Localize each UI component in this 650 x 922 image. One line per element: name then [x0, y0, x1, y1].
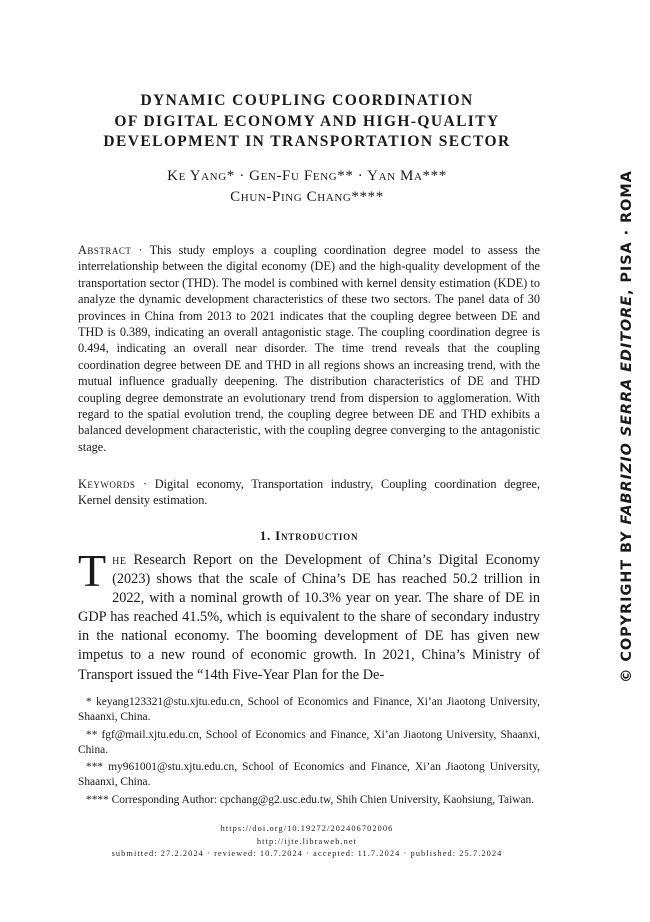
title-line-1: DYNAMIC COUPLING COORDINATION — [140, 92, 474, 109]
footnotes — [78, 695, 540, 810]
paper-title — [60, 91, 554, 153]
copyright-prefix: © COPYRIGHT BY — [619, 524, 635, 683]
title-line-3: DEVELOPMENT IN TRANSPORTATION SECTOR — [103, 133, 511, 150]
abstract — [78, 242, 540, 455]
page-footer — [60, 823, 554, 861]
copyright-publisher: FABRIZIO SERRA EDITORE — [619, 294, 635, 525]
publication-dates: submitted: 27.2.2024 · reviewed: 10.7.2024 · accepted: 11.7.2024 · published: 25.7.2024 — [111, 849, 503, 859]
title-line-2: OF DIGITAL ECONOMY AND HIGH-QUALITY — [114, 112, 500, 130]
keywords-label: Keywords — [78, 477, 136, 491]
doi-link[interactable]: https://doi.org/10.19272/202406702006 — [220, 824, 394, 833]
footnote-4: **** Corresponding Author: cpchang@g2.usc.edu.tw, Shih Chien University, Kaohsiung, Taiwan. — [86, 793, 535, 806]
keywords-text: Digital economy, Transportation industry, Coupling coordination degree, Kernel density estimation. — [78, 477, 540, 508]
intro-paragraph — [78, 545, 540, 685]
footnote-2: ** fgf@mail.xjtu.edu.cn, School of Economics and Finance, Xi’an Jiaotong University, Shaanxi, China. — [78, 728, 540, 756]
intro-text: Research Report on the Development of China’s Digital Economy (2023) shows that the scale of China’s DE has reached 50.2 trillion in 2022, with a nominal growth of 10.3% year on year. The share of DE in GDP has reached 41.5%, which is equivalent to the share of secondary industry in the national economy. The booming development of DE has given new impetus to a new round of economic growth. In 2021, China’s Ministry of Transport issued the “14th Five-Year Plan for the De- — [78, 552, 540, 683]
footnote-1: * keyang123321@stu.xjtu.edu.cn, School of Economics and Finance, Xi’an Jiaotong University, Shaanxi, China. — [78, 696, 540, 724]
abstract-text: This study employs a coupling coordination degree model to assess the interrelationship between the digital economy (DE) and the high-quality development of the transportation sector (THD). The model is combined with kernel density estimation (KDE) to analyze the dynamic development characteristics of these two sectors. The panel data of 30 provinces in China from 2013 to 2021 indicates that the coupling degree between DE and THD is 0.389, indicating an overall antagonistic stage. The coupling coordination degree is 0.494, indicating an overall near disorder. The time trend reveals that the coupling coordination degree between DE and THD in all regions shows an increasing trend, with the mutual influence gradually deepening. The distribution characteristics of DE and THD coupling degree demonstrate an evolutionary trend from dispersion to agglomeration. With regard to the spatial evolution trend, the coupling degree between DE and THD exhibits a balanced development characteristic, with the coupling degree converging to the antagonistic stage. — [78, 243, 540, 454]
footnote-3: *** my961001@stu.xjtu.edu.cn, School of Economics and Finance, Xi’an Jiaotong University, Shaanxi, China. — [78, 761, 540, 789]
copyright-notice — [619, 170, 635, 683]
section-heading: 1. Introduction — [259, 528, 359, 543]
authors-line-2: Chun-Ping Chang**** — [230, 189, 384, 205]
drop-cap: T — [78, 545, 107, 596]
intro-smallcaps: he — [112, 552, 127, 568]
authors-line-1: Ke Yang* · Gen-Fu Feng** · Yan Ma*** — [167, 168, 447, 184]
author-list — [60, 166, 554, 208]
abstract-separator: · — [131, 243, 150, 257]
keywords-separator: · — [135, 477, 155, 491]
journal-site-link[interactable]: http://ijte.libraweb.net — [256, 836, 358, 846]
copyright-suffix: , PISA · ROMA — [619, 170, 635, 295]
keywords — [78, 476, 540, 509]
abstract-label: Abstract — [78, 243, 132, 257]
